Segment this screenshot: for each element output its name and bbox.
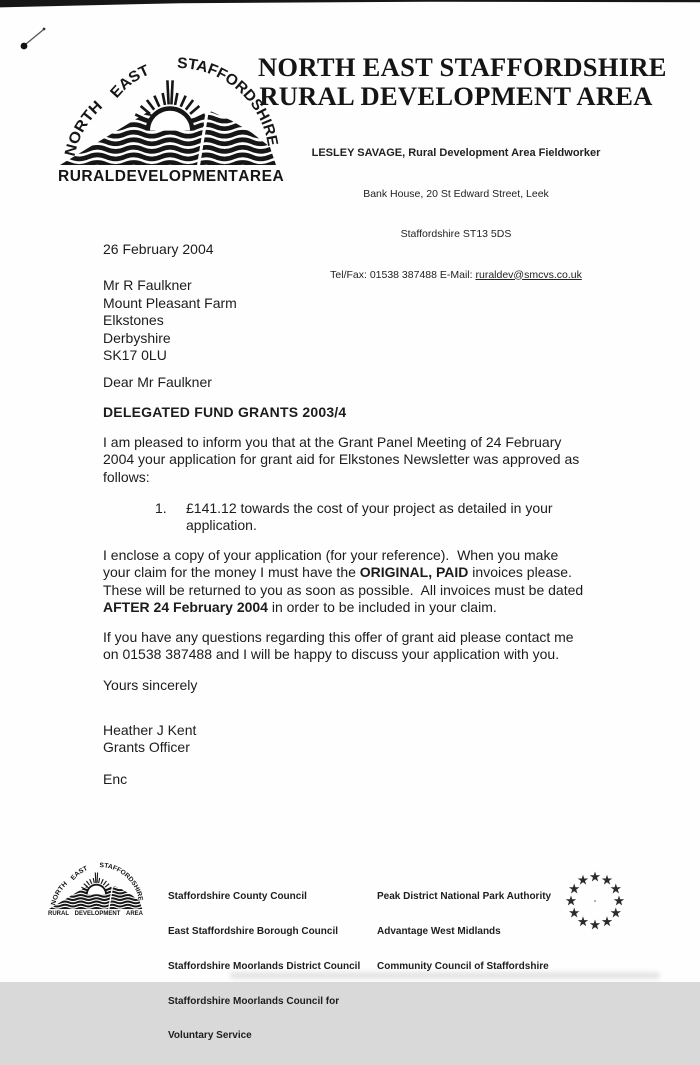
- letter-paragraph-3: [103, 629, 628, 664]
- emphasized-text: AFTER 24 February 2004: [103, 599, 268, 615]
- signature-name: Heather J Kent: [103, 721, 197, 738]
- eu-stars-icon: [562, 868, 628, 934]
- paragraph-line: These will be returned to you as soon as possible. All invoices must be dated: [103, 581, 584, 598]
- paragraph-line: 2004 your application for grant aid for Elkstones Newsletter was approved as: [103, 451, 580, 467]
- paragraph-text: invoices please.: [468, 564, 572, 580]
- logo-caption-word: DEVELOPMENT: [74, 911, 121, 917]
- paragraph-line: I enclose a copy of your application (for your reference). When you make: [103, 546, 559, 563]
- footer-partner-list-left: [168, 868, 360, 1065]
- letter-body: [103, 241, 628, 788]
- recipient-address-line: Derbyshire: [103, 329, 171, 346]
- list-item-number: 1.: [155, 499, 167, 516]
- pen-mark-artifact: [14, 20, 58, 54]
- contact-address: Bank House, 20 St Edward Street, Leek: [363, 187, 549, 200]
- paragraph-line: on 01538 387488 and I will be happy to discuss your application with you.: [103, 646, 560, 662]
- logo-caption-word: RURAL: [58, 168, 115, 185]
- partner-name: Advantage West Midlands: [377, 925, 501, 937]
- recipient-name: Mr R Faulkner: [103, 277, 192, 293]
- recipient-address-line: Elkstones: [103, 312, 164, 328]
- paragraph-text: your claim for the money I must have the: [103, 564, 360, 580]
- org-logo-image: [58, 56, 280, 167]
- letter-paragraph-1: [103, 434, 628, 487]
- paragraph-text: in order to be included in your claim.: [267, 599, 497, 615]
- org-logo-caption: [58, 168, 285, 186]
- recipient-postcode: SK17 0LU: [103, 347, 167, 363]
- paragraph-line: follows:: [103, 468, 150, 485]
- logo-caption-word: AREA: [238, 168, 285, 185]
- org-name-line2: RURAL DEVELOPMENT AREA: [259, 81, 653, 111]
- paragraph-line: I am pleased to inform you that at the Grant Panel Meeting of 24 February: [103, 433, 562, 450]
- signature-block: [103, 722, 628, 757]
- salutation: Dear Mr Faulkner: [103, 374, 212, 390]
- partner-name: Staffordshire County Council: [168, 891, 307, 903]
- logo-caption-word: AREA: [125, 911, 143, 917]
- contact-telfax: Tel/Fax: 01538 387488 E-Mail:: [330, 268, 476, 281]
- org-name-line1: NORTH EAST STAFFORDSHIRE: [258, 52, 667, 82]
- partner-name: Staffordshire Moorlands Council for: [168, 995, 340, 1007]
- partner-name: Peak District National Park Authority: [377, 891, 552, 903]
- logo-caption-word: RURAL: [48, 911, 69, 917]
- list-item-line: application.: [186, 517, 257, 533]
- recipient-address-line: Mount Pleasant Farm: [103, 294, 237, 311]
- signature-title: Grants Officer: [103, 739, 190, 755]
- org-logo: [58, 56, 285, 186]
- partner-name: Voluntary Service: [168, 1030, 252, 1042]
- scan-edge-artifact: [0, 0, 700, 9]
- recipient-address: [103, 277, 628, 365]
- paragraph-line: [103, 564, 628, 582]
- paragraph-line: [103, 599, 628, 617]
- letter-paragraph-2: [103, 547, 628, 617]
- contact-name: LESLEY SAVAGE, Rural Development Area Fieldworker: [311, 147, 601, 159]
- list-item-text: [186, 500, 553, 535]
- list-item-line: £141.12 towards the cost of your project as detailed in your: [186, 499, 553, 516]
- footer-logo-image: [48, 862, 144, 910]
- partner-name: Community Council of Staffordshire: [377, 960, 549, 972]
- contact-email-link: ruraldev@smcvs.co.uk: [475, 268, 582, 281]
- footer-logo-caption: [48, 911, 143, 917]
- grant-list-item: [103, 500, 628, 535]
- contact-city: Staffordshire ST13 5DS: [400, 228, 512, 240]
- paragraph-line: If you have any questions regarding this offer of grant aid please contact me: [103, 628, 574, 645]
- partner-name: Staffordshire Moorlands District Council: [168, 960, 361, 972]
- letter-date: 26 February 2004: [103, 241, 214, 257]
- logo-caption-word: DEVELOPMENT: [114, 168, 239, 185]
- emphasized-text: ORIGINAL, PAID: [359, 564, 469, 580]
- enclosure-note: Enc: [103, 770, 128, 787]
- subject-line: DELEGATED FUND GRANTS 2003/4: [103, 403, 347, 420]
- footer-logo: [48, 862, 144, 917]
- partner-name: East Staffordshire Borough Council: [168, 925, 339, 937]
- footer-partner-list-right: [377, 868, 551, 996]
- closing: Yours sincerely: [103, 676, 198, 693]
